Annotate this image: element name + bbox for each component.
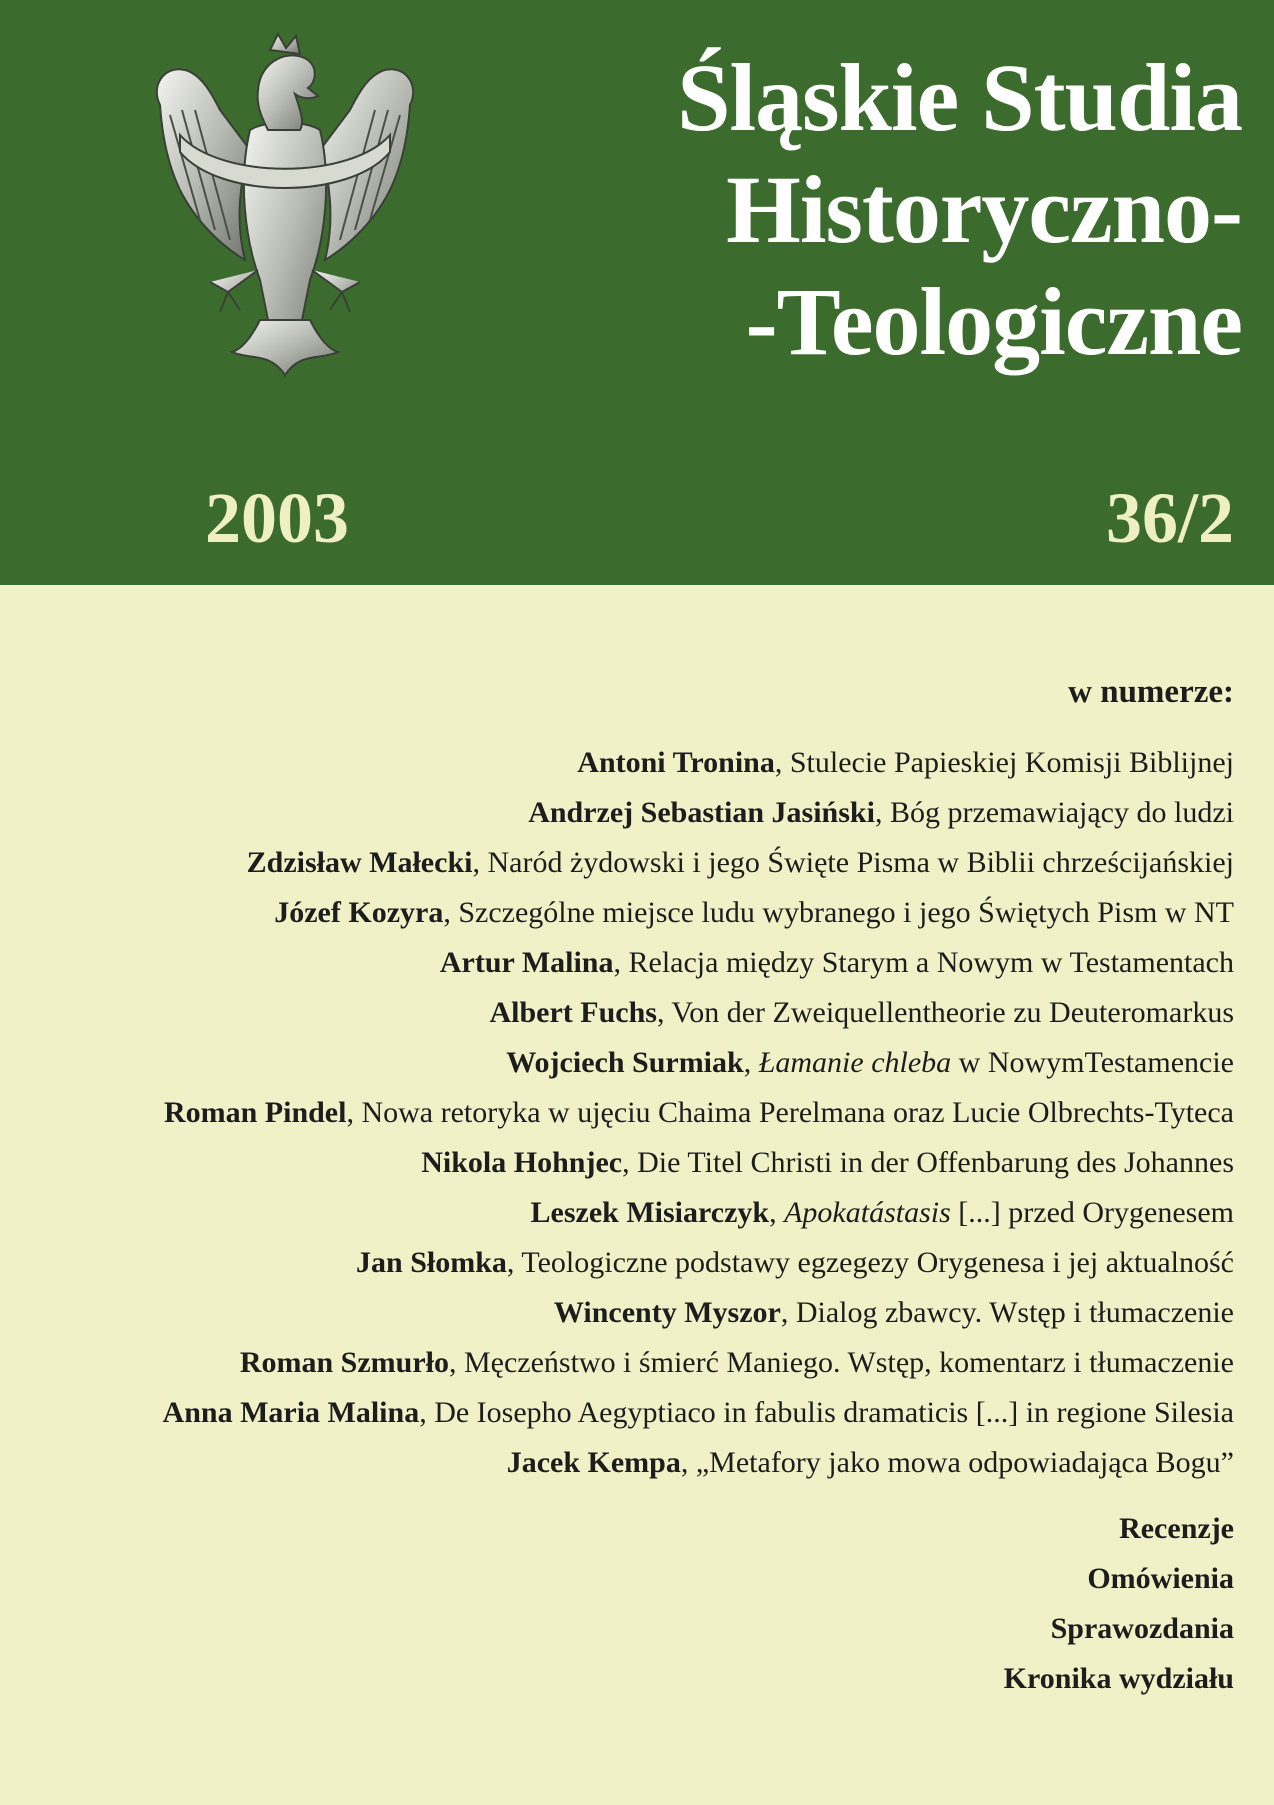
article-title: Męczeństwo i śmierć Maniego. Wstęp, komentarz i tłumaczenie [463,1346,1234,1379]
article-separator: , [769,1196,785,1229]
article-title: Stulecie Papieskiej Komisji Biblijnej [789,746,1234,779]
article-separator: , [774,746,790,779]
article-title: Dialog zbawcy. Wstęp i tłumaczenie [795,1296,1234,1329]
table-of-contents [54,672,1234,1704]
article-author: Zdzisław Małecki [246,846,473,879]
section-entry: Omówienia [1087,1562,1234,1595]
article-author: Nikola Hohnjec [421,1146,623,1179]
article-list [54,738,1234,1488]
journal-year: 2003 [205,478,349,558]
article-entry [54,1088,1234,1138]
article-separator: , [506,1246,522,1279]
article-author: Jan Słomka [356,1246,507,1279]
article-separator: , [419,1396,435,1429]
article-title: [...] przed Orygenesem [950,1196,1234,1229]
article-entry [54,1338,1234,1388]
article-author: Anna Maria Malina [162,1396,420,1429]
article-author: Andrzej Sebastian Jasiński [528,796,875,829]
article-title: De Iosepho Aegyptiaco in fabulis dramaticis [...] in regione Silesia [434,1396,1234,1429]
article-entry [54,988,1234,1038]
article-separator: , [622,1146,638,1179]
cover-header-band [0,0,1274,585]
contents-heading: w numerze: [1068,674,1234,710]
journal-title-line-3: -Teologiczne [745,268,1242,375]
silesian-eagle-icon [140,30,430,385]
article-author: Albert Fuchs [489,996,657,1029]
section-list [54,1504,1234,1704]
article-author: Antoni Tronina [577,746,775,779]
article-title: Nowa retoryka w ujęciu Chaima Perelmana oraz Lucie Olbrechts-Tyteca [361,1096,1234,1129]
article-separator: , [743,1046,759,1079]
article-title: Von der Zweiquellentheorie zu Deuteromarkus [671,996,1234,1029]
article-entry [54,838,1234,888]
article-entry [54,1188,1234,1238]
article-entry [54,1038,1234,1088]
article-separator: , [780,1296,796,1329]
article-separator: , [613,946,629,979]
article-entry [54,1438,1234,1488]
article-entry [54,938,1234,988]
article-title: Szczególne miejsce ludu wybranego i jego Świętych Pism w NT [458,896,1234,929]
journal-title [482,42,1242,378]
article-entry [54,1288,1234,1338]
article-separator: , [472,846,488,879]
article-entry [54,1138,1234,1188]
article-author: Roman Pindel [163,1096,347,1129]
article-separator: , [448,1346,464,1379]
article-author: Leszek Misiarczyk [530,1196,770,1229]
article-author: Józef Kozyra [274,896,444,929]
article-author: Artur Malina [439,946,614,979]
article-separator: , [443,896,459,929]
article-title: Naród żydowski i jego Święte Pisma w Biblii chrześcijańskiej [487,846,1234,879]
article-entry [54,788,1234,838]
journal-title-line-2: Historyczno- [726,156,1242,263]
article-author: Roman Szmurło [239,1346,449,1379]
article-title: Relacja między Starym a Nowym w Testamentach [628,946,1234,979]
section-entry: Sprawozdania [1050,1612,1234,1645]
section-entry: Recenzje [1119,1512,1234,1545]
article-author: Wojciech Surmiak [506,1046,744,1079]
article-separator: , [656,996,672,1029]
article-separator: , [680,1446,696,1479]
section-entry: Kronika wydziału [1003,1662,1234,1695]
article-separator: , [346,1096,362,1129]
article-title: Bóg przemawiający do ludzi [889,796,1234,829]
article-title: Teologiczne podstawy egzegezy Orygenesa i jej aktualność [521,1246,1234,1279]
article-entry [54,738,1234,788]
article-title: Apokatástasis [784,1196,951,1229]
article-title: w NowymTestamencie [951,1046,1234,1079]
article-title: Łamanie chleba [758,1046,952,1079]
article-entry [54,1238,1234,1288]
article-entry [54,888,1234,938]
article-separator: , [874,796,890,829]
article-title: „Metafory jako mowa odpowiadająca Bogu” [695,1446,1234,1479]
journal-volume: 36/2 [1105,478,1234,558]
article-title: Die Titel Christi in der Offenbarung des Johannes [637,1146,1234,1179]
journal-title-line-1: Śląskie Studia [677,44,1242,151]
article-entry [54,1388,1234,1438]
article-author: Jacek Kempa [506,1446,681,1479]
article-author: Wincenty Myszor [553,1296,781,1329]
